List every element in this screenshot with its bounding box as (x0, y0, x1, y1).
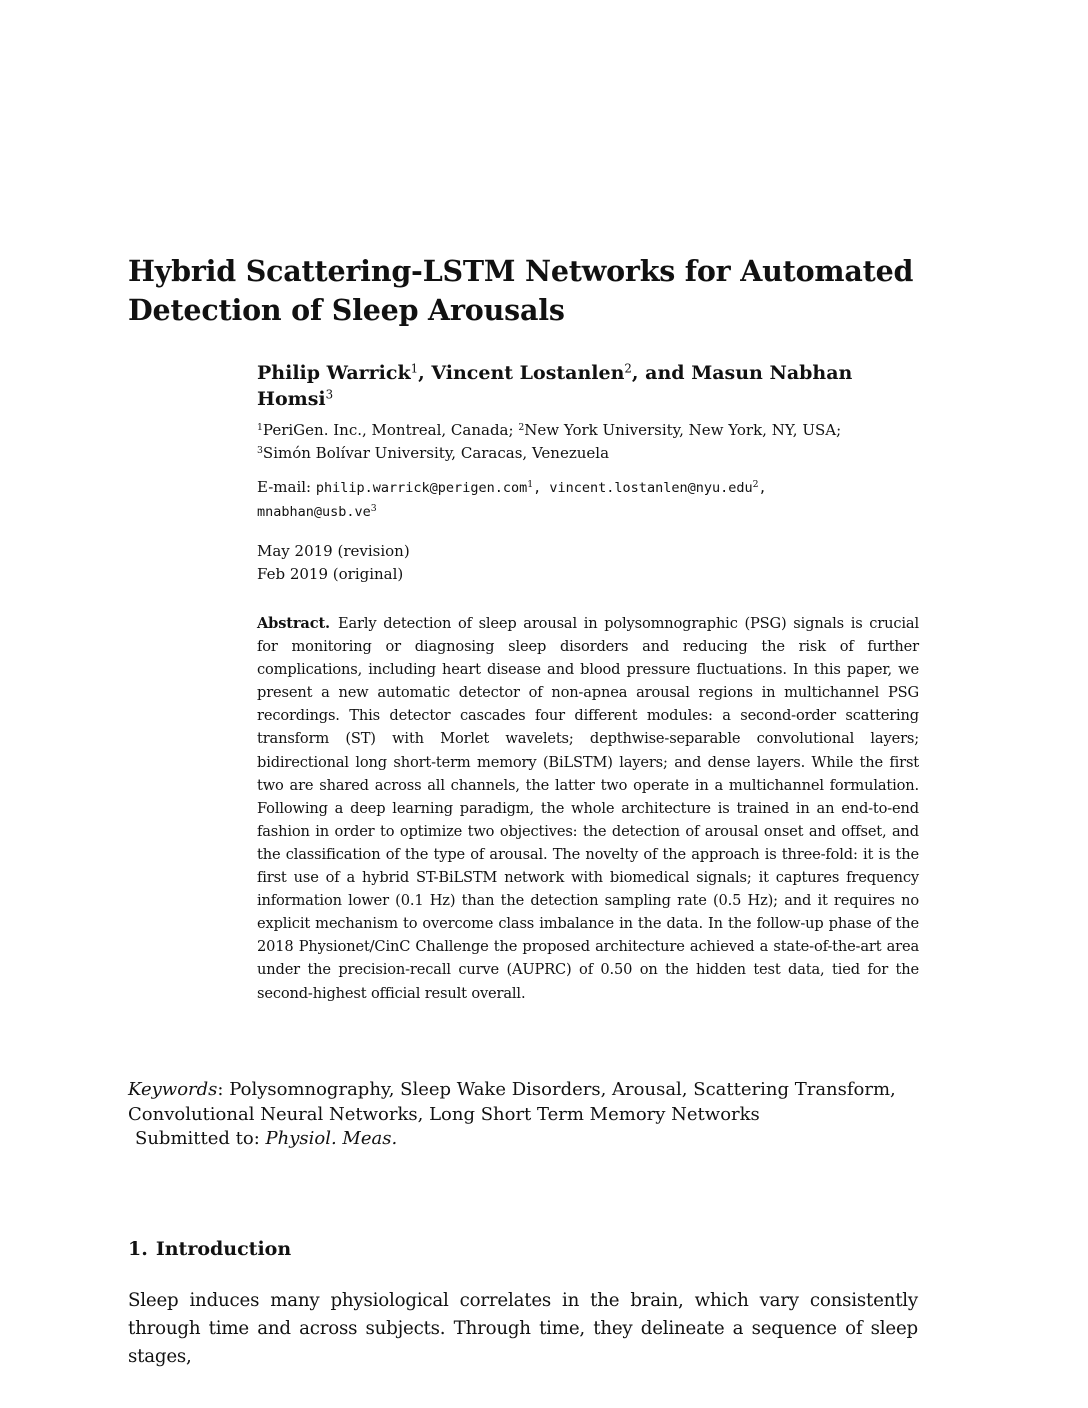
affiliation-mark: 3 (257, 444, 263, 456)
author-separator: , and (631, 362, 692, 384)
affiliations (257, 419, 937, 465)
keywords-label: Keywords (128, 1079, 218, 1100)
author-name: Vincent Lostanlen (431, 362, 625, 384)
keywords-text: Polysomnography, Sleep Wake Disorders, Arousal, Scattering Transform, (229, 1079, 896, 1100)
affiliation-mark: 2 (518, 421, 525, 433)
abstract-text: Early detection of sleep arousal in polysomnographic (PSG) signals is crucial for monitoring or diagnosing sleep disorders and reducing the risk of further complications, including heart disease and blood pressure fluctuations. In this paper, we present a new automatic detector of non-apnea arousal regions in multichannel PSG recordings. This detector cascades four different modules: a second-order scattering transform (ST) with Morlet wavelets; depthwise-separable convolutional layers; bidirectional long short-term memory (BiLSTM) layers; and dense layers. While the first two are shared across all channels, the latter two operate in a multichannel formulation. Following a deep learning paradigm, the whole architecture is trained in an end-to-end fashion in order to optimize two objectives: the detection of arousal onset and offset, and the classification of the type of arousal. The novelty of the approach is three-fold: it is the first use of a hybrid ST-BiLSTM network with biomedical signals; it captures frequency information lower (0.1 Hz) than the detection sampling rate (0.5 Hz); and it requires no explicit mechanism to overcome class imbalance in the data. In the follow-up phase of the 2018 Physionet/CinC Challenge the proposed architecture achieved a state-of-the-art area under the precision-recall curve (AUPRC) of 0.50 on the hidden test data, tied for the second-highest official result overall. (257, 615, 919, 1002)
author-affiliation-mark: 3 (325, 387, 334, 402)
affiliation-text: New York University, New York, NY, USA; (524, 421, 842, 439)
author-name: Philip Warrick (257, 362, 411, 384)
author-separator: , (418, 362, 432, 384)
email-affiliation-mark: 3 (370, 502, 377, 514)
journal-name: Physiol. Meas. (265, 1128, 398, 1149)
original-date: Feb 2019 (original) (257, 565, 404, 583)
abstract (257, 612, 919, 1005)
email-link[interactable]: vincent.lostanlen@nyu.edu (549, 480, 753, 496)
section-title: Introduction (155, 1238, 292, 1260)
author-name: Masun Nabhan Homsi (257, 362, 853, 410)
author-affiliation-mark: 2 (624, 361, 632, 376)
email-link[interactable]: philip.warrick@perigen.com (315, 480, 528, 496)
affiliation-text: PeriGen. Inc., Montreal, Canada; (262, 421, 519, 439)
section-heading-introduction (128, 1236, 291, 1262)
email-block: E-mail: philip.warrick@perigen.com$^1$, vincent.lostanlen@nyu.edu$^2$, $mnabhan@usb.ve^3$ (257, 478, 767, 520)
affiliation-text: Simón Bolívar University, Caracas, Venezuela (262, 444, 610, 462)
author-list (257, 360, 877, 412)
email-affiliation-mark: 2 (752, 478, 759, 490)
abstract-label: Abstract. (257, 615, 330, 632)
email-affiliation-mark: 1 (527, 478, 534, 490)
submitted-label: Submitted to: (135, 1128, 266, 1149)
author-affiliation-mark: 1 (410, 361, 419, 376)
submitted-to (135, 1127, 397, 1151)
date-block (257, 540, 410, 586)
keywords-text: Convolutional Neural Networks, Long Short Term Memory Networks (128, 1103, 760, 1125)
section-number: 1. (128, 1238, 148, 1260)
intro-paragraph: Sleep induces many physiological correlates in the brain, which vary consistently through time and across subjects. Through time, they delineate a sequence of sleep stages, (128, 1290, 918, 1367)
revision-date: May 2019 (revision) (257, 542, 410, 560)
keywords-block: Keywords: Polysomnography, Sleep Wake Disorders, Arousal, Scattering Transform, Convolutional Neural Networks, Long Short Term Memory Networks (128, 1078, 920, 1127)
paper-title: Hybrid Scattering-LSTM Networks for Automated Detection of Sleep Arousals (128, 254, 914, 327)
email-link[interactable]: mnabhan@usb.ve (257, 504, 371, 520)
email-label: E-mail: (257, 478, 316, 496)
affiliation-mark: 1 (257, 421, 263, 433)
